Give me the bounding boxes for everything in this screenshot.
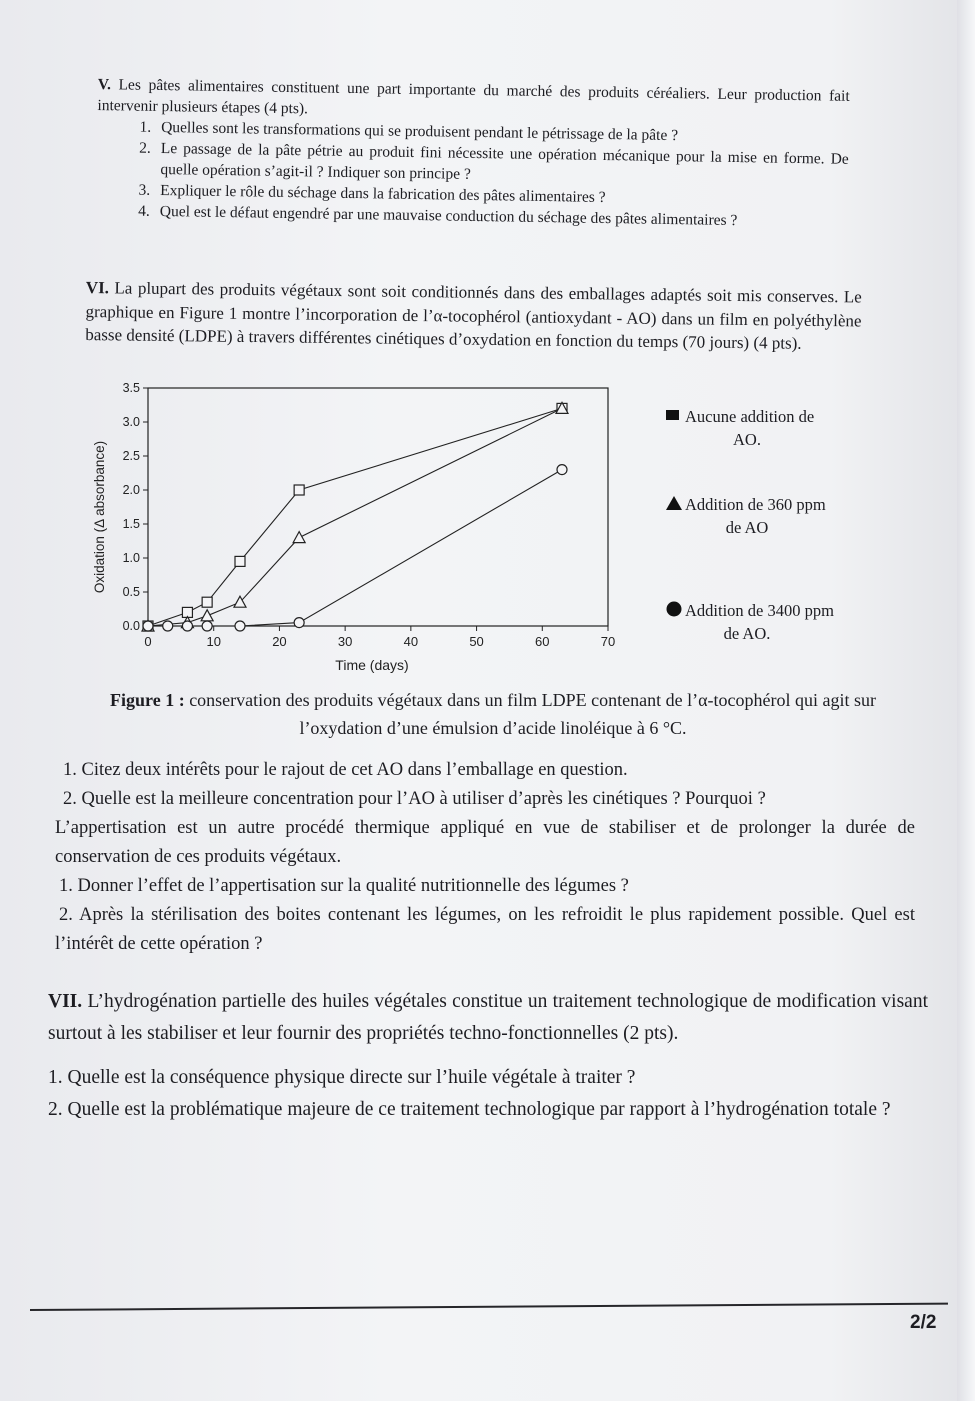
section-vii	[48, 986, 928, 1126]
q-text: Expliquer le rôle du séchage dans la fabrication des pâtes alimentaires ?	[160, 181, 606, 206]
legend-label-line2: AO.	[733, 430, 761, 449]
legend-label-line1: Addition de 360 ppm	[685, 495, 826, 514]
legend-circle-icon	[667, 602, 682, 617]
legend-label-line2: de AO	[725, 518, 769, 537]
data-point-circle	[202, 621, 212, 631]
y-tick-label: 0.0	[122, 619, 140, 633]
section-v-intro-text: Les pâtes alimentaires constituent une part importante du marché des produits céréaliers. Leur production fait intervenir plusieurs étapes (4 pts).	[97, 76, 850, 118]
q-number: 4.	[138, 202, 150, 220]
section-vii-intro	[48, 986, 928, 1050]
y-tick-label: 2.0	[122, 483, 140, 497]
q-number: 3.	[138, 181, 151, 199]
x-tick-label: 30	[337, 634, 353, 649]
section-vii-intro-text: L’hydrogénation partielle des huiles végétales constitue un traitement technologique de modification visant surtout à les stabiliser et leur fournir des propriétés techno-fonctionnelles (2 pts).	[48, 991, 928, 1044]
y-tick-label: 3.0	[122, 415, 140, 429]
page-number: 2/2	[910, 1312, 937, 1333]
data-point-square	[235, 556, 245, 566]
y-tick-label: 1.5	[122, 517, 140, 531]
data-point-square	[294, 485, 304, 495]
legend-label-line1: Addition de 3400 ppm	[685, 601, 834, 620]
series-line	[148, 408, 562, 626]
section-vi-intro-text: La plupart des produits végétaux sont soit conditionnés dans des emballages adaptés soit mis conserves. Le graphique en Figure 1 montre l’incorporation de l’α-tocophérol (antioxydant - AO) dans un film en polyéthylène basse densité (LDPE) à travers différentes cinétiques d’oxydation en fonction du temps (70 jours) (4 pts).	[85, 278, 862, 353]
legend-square-icon	[666, 410, 679, 420]
y-tick-label: 1.0	[122, 551, 140, 565]
figure-1	[84, 378, 884, 678]
data-point-triangle	[201, 610, 213, 621]
y-tick-label: 3.5	[122, 381, 140, 395]
q-text: Quel est le défaut engendré par une mauvaise conduction du séchage des pâtes alimentaires ?	[159, 202, 738, 230]
question-item: 1. Citez deux intérêts pour le rajout de cet AO dans l’emballage en question.	[63, 760, 628, 780]
data-point-circle	[557, 465, 567, 475]
section-vi-intro	[85, 276, 862, 356]
y-tick-label: 0.5	[122, 585, 140, 599]
data-point-circle	[294, 618, 304, 628]
x-tick-label: 0	[144, 634, 152, 649]
x-axis-label: Time (days)	[335, 657, 409, 673]
section-v-number: V.	[97, 75, 112, 94]
question-item: 1. Donner l’effet de l’appertisation sur la qualité nutritionnelle des légumes ?	[59, 876, 629, 896]
section-v	[96, 74, 850, 233]
y-axis-label: Oxidation (Δ absorbance)	[92, 440, 107, 594]
caption-label: Figure 1 :	[110, 690, 185, 710]
question-item: 2. Quelle est la meilleure concentration pour l’AO à utiliser d’après les cinétiques ? Pourquoi ?	[63, 789, 766, 809]
q-number: 1.	[139, 118, 152, 136]
legend-triangle-icon	[666, 496, 682, 510]
x-tick-label: 60	[535, 634, 550, 649]
x-tick-label: 10	[206, 634, 221, 649]
q-text: Le passage de la pâte pétrie au produit fini nécessite une opération mécanique pour la mise en forme. De quelle opération s’agit-il ? Indiquer son principe ?	[160, 139, 849, 183]
series-line	[148, 408, 562, 626]
question-item: 1. Quelle est la conséquence physique directe sur l’huile végétale à traiter ?	[48, 1067, 636, 1088]
section-vi-number: VI.	[85, 277, 110, 298]
appertisation-paragraph: L’appertisation est un autre procédé thermique appliqué en vue de stabiliser et de prolonger la durée de conservation de ces produits végétaux.	[55, 818, 915, 867]
q-number: 2.	[139, 139, 151, 157]
oxidation-chart	[84, 378, 884, 678]
section-vi-questions	[55, 756, 915, 959]
question-item: 2. Quelle est la problématique majeure de ce traitement technologique par rapport à l’hydrogénation totale ?	[48, 1099, 891, 1120]
data-point-circle	[143, 621, 153, 631]
data-point-circle	[182, 621, 192, 631]
caption-text: conservation des produits végétaux dans un film LDPE contenant de l’α-tocophérol qui agit sur l’oxydation d’une émulsion d’acide linoléique à 6 °C.	[184, 690, 876, 738]
question-item: 2. Après la stérilisation des boites contenant les légumes, on les refroidit le plus rapidement possible. Quel est l’intérêt de cette opération ?	[55, 905, 915, 954]
x-tick-label: 40	[403, 634, 419, 649]
legend-label-line2: de AO.	[723, 624, 771, 643]
legend-label-line1: Aucune addition de	[685, 407, 815, 426]
q-text: Quelles sont les transformations qui se produisent pendant le pétrissage de la pâte ?	[161, 118, 679, 145]
section-vii-number: VII.	[48, 991, 83, 1012]
data-point-circle	[235, 621, 245, 631]
data-point-triangle	[293, 532, 305, 543]
data-point-circle	[163, 621, 173, 631]
data-point-square	[202, 597, 212, 607]
paper-edge	[957, 0, 975, 1401]
x-tick-label: 20	[272, 634, 287, 649]
x-tick-label: 70	[600, 634, 616, 649]
figure-caption	[108, 686, 878, 742]
x-tick-label: 50	[469, 634, 484, 649]
y-tick-label: 2.5	[122, 449, 140, 463]
